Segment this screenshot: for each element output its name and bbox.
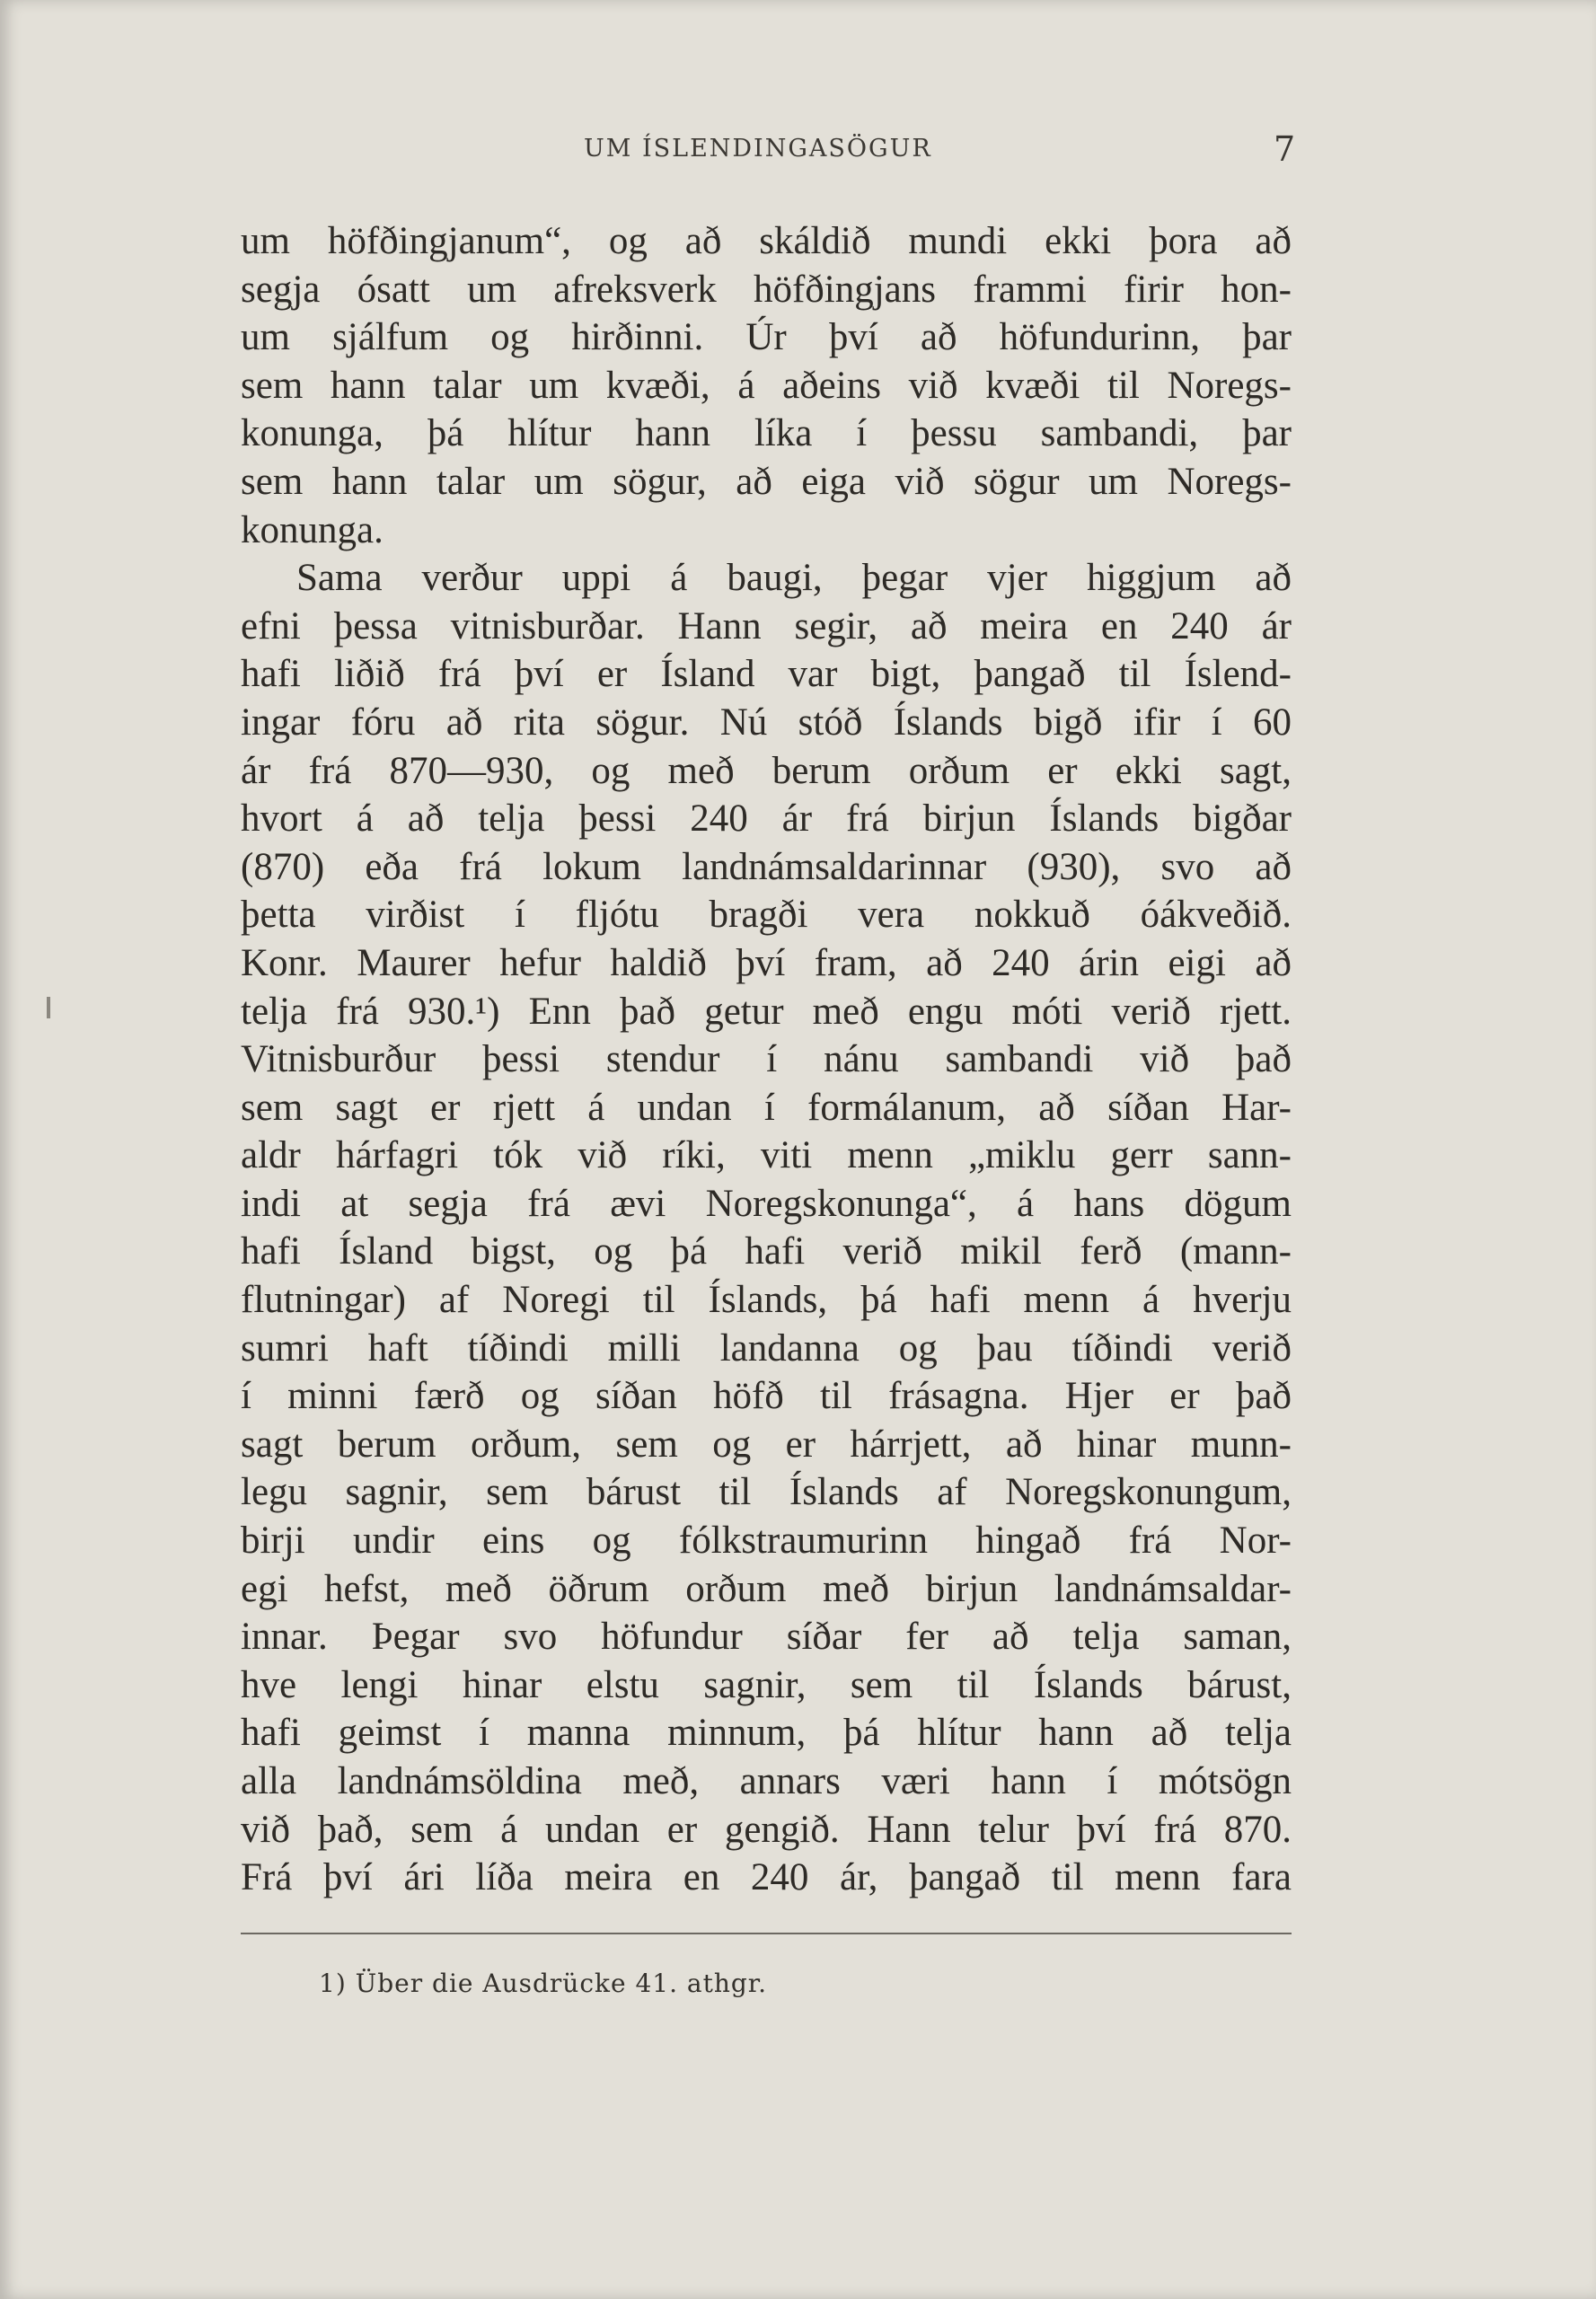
- text-line: Sama verður uppi á baugi, þegar vjer higgjum að: [296, 557, 1292, 600]
- footnote: 1) Über die Ausdrücke 41. athgr.: [319, 1969, 767, 1998]
- text-line: sem sagt er rjett á undan í formálanum, að síðan Har-: [241, 1086, 1292, 1129]
- text-line: ár frá 870—930, og með berum orðum er ekki sagt,: [241, 749, 1292, 792]
- text-line: indi at segja frá ævi Noregskonunga“, á hans dögum: [241, 1182, 1292, 1225]
- text-line: konunga.: [241, 508, 384, 551]
- text-line: sem hann talar um kvæði, á aðeins við kvæði til Noregs-: [241, 364, 1292, 407]
- text-line: hvort á að telja þessi 240 ár frá birjun Íslands bigðar: [241, 797, 1292, 841]
- running-title: UM ÍSLENDINGASÖGUR: [584, 135, 932, 163]
- text-line: Konr. Maurer hefur haldið því fram, að 240 árin eigi að: [241, 941, 1292, 984]
- text-line: hve lengi hinar elstu sagnir, sem til Íslands bárust,: [241, 1663, 1292, 1706]
- text-line: um höfðingjanum“, og að skáldið mundi ekki þora að: [241, 220, 1292, 262]
- text-line: ingar fóru að rita sögur. Nú stóð Íslands bigð ifir í 60: [241, 700, 1292, 744]
- text-line: flutningar) af Noregi til Íslands, þá hafi menn á hverju: [241, 1279, 1292, 1322]
- text-line: sumri haft tíðindi milli landanna og þau tíðindi verið: [241, 1326, 1292, 1370]
- text-line: segja ósatt um afreksverk höfðingjans frammi firir hon-: [241, 268, 1292, 311]
- text-line: konunga, þá hlítur hann líka í þessu sambandi, þar: [241, 412, 1292, 455]
- text-line: við það, sem á undan er gengið. Hann telur því frá 870.: [241, 1808, 1292, 1851]
- text-line: legu sagnir, sem bárust til Íslands af Noregskonungum,: [241, 1471, 1292, 1514]
- text-line: sagt berum orðum, sem og er hárrjett, að hinar munn-: [241, 1423, 1292, 1466]
- text-line: þetta virðist í fljótu bragði vera nokkuð óákveðið.: [241, 894, 1292, 937]
- text-line: aldr hárfagri tók við ríki, viti menn „miklu gerr sann-: [241, 1134, 1292, 1177]
- text-line: um sjálfum og hirðinni. Úr því að höfundurinn, þar: [241, 316, 1292, 359]
- footnote-rule: [241, 1933, 1292, 1934]
- text-line: í minni færð og síðan höfð til frásagna. Hjer er það: [241, 1375, 1292, 1418]
- text-line: birji undir eins og fólkstraumurinn hingað frá Nor-: [241, 1519, 1292, 1563]
- text-line: (870) eða frá lokum landnámsaldarinnar (930), svo að: [241, 845, 1292, 888]
- text-line: innar. Þegar svo höfundur síðar fer að telja saman,: [241, 1616, 1292, 1659]
- text-line: Frá því ári líða meira en 240 ár, þangað til menn fara: [241, 1856, 1292, 1899]
- text-line: egi hefst, með öðrum orðum með birjun landnámsaldar-: [241, 1567, 1292, 1610]
- text-line: telja frá 930.¹) Enn það getur með engu móti verið rjett.: [241, 990, 1292, 1033]
- page-number: 7: [1274, 129, 1296, 169]
- running-head: [0, 129, 1596, 180]
- text-line: hafi Ísland bigst, og þá hafi verið mikil ferð (mann-: [241, 1230, 1292, 1273]
- text-line: hafi liðið frá því er Ísland var bigt, þangað til Íslend-: [241, 653, 1292, 696]
- text-line: hafi geimst í manna minnum, þá hlítur hann að telja: [241, 1712, 1292, 1755]
- text-line: alla landnámsöldina með, annars væri hann í mótsögn: [241, 1760, 1292, 1802]
- page-edge-mark: [47, 997, 50, 1018]
- text-line: Vitnisburður þessi stendur í nánu sambandi við það: [241, 1038, 1292, 1081]
- body-text: [241, 217, 1292, 1902]
- text-line: efni þessa vitnisburðar. Hann segir, að meira en 240 ár: [241, 604, 1292, 647]
- text-line: sem hann talar um sögur, að eiga við sögur um Noregs-: [241, 460, 1292, 503]
